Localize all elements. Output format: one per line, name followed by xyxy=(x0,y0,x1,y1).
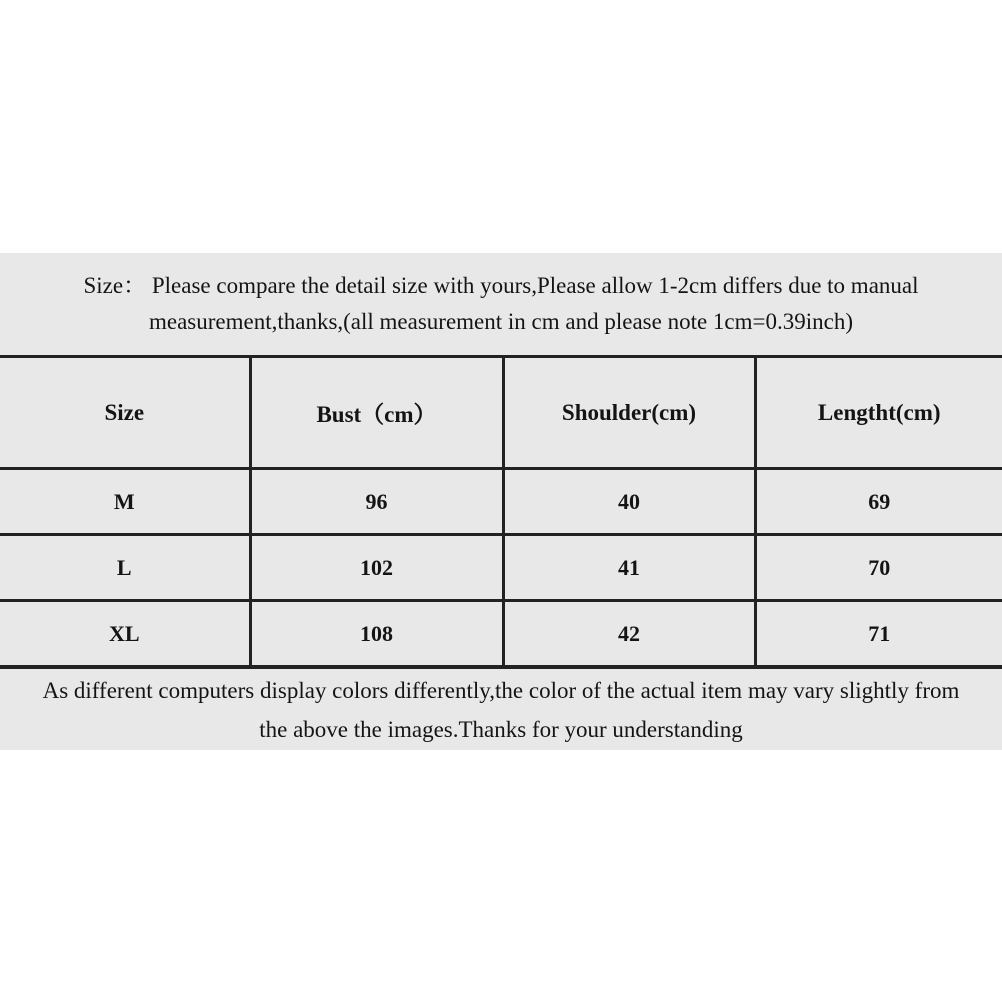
size-table-cell: L xyxy=(0,535,250,601)
color-disclaimer-line-2: the above the images.Thanks for your understanding xyxy=(259,716,743,742)
size-table-header-cell: Lengtht(cm) xyxy=(755,357,1002,469)
size-intro-line-2: measurement,thanks,(all measurement in cm and please note 1cm=0.39inch) xyxy=(148,309,853,334)
size-table-row xyxy=(0,601,1002,668)
size-table-cell: 40 xyxy=(503,469,755,535)
size-table-cell: 42 xyxy=(503,601,755,668)
size-table-row xyxy=(0,469,1002,535)
size-table-header-cell: Bust（cm） xyxy=(250,357,503,469)
color-disclaimer-line-1: As different computers display colors differently,the color of the actual item may vary slightly from xyxy=(42,677,960,703)
size-chart-panel xyxy=(0,253,1002,750)
size-table-cell: 108 xyxy=(250,601,503,668)
size-table-header-cell: Shoulder(cm) xyxy=(503,357,755,469)
size-table-body xyxy=(0,469,1002,668)
size-table-cell: 70 xyxy=(755,535,1002,601)
size-intro-text xyxy=(0,253,1002,355)
size-table-row xyxy=(0,535,1002,601)
color-disclaimer-text xyxy=(0,669,1002,750)
size-table-cell: 96 xyxy=(250,469,503,535)
size-table-cell: 41 xyxy=(503,535,755,601)
size-table-header-cell: Size xyxy=(0,357,250,469)
size-table-cell: 71 xyxy=(755,601,1002,668)
size-table xyxy=(0,355,1002,669)
size-table-cell: XL xyxy=(0,601,250,668)
size-table-cell: M xyxy=(0,469,250,535)
size-table-cell: 102 xyxy=(250,535,503,601)
size-table-cell: 69 xyxy=(755,469,1002,535)
size-intro-line-1: Size： Please compare the detail size with yours,Please allow 1-2cm differs due to manual xyxy=(83,273,919,298)
size-table-header-row xyxy=(0,357,1002,469)
